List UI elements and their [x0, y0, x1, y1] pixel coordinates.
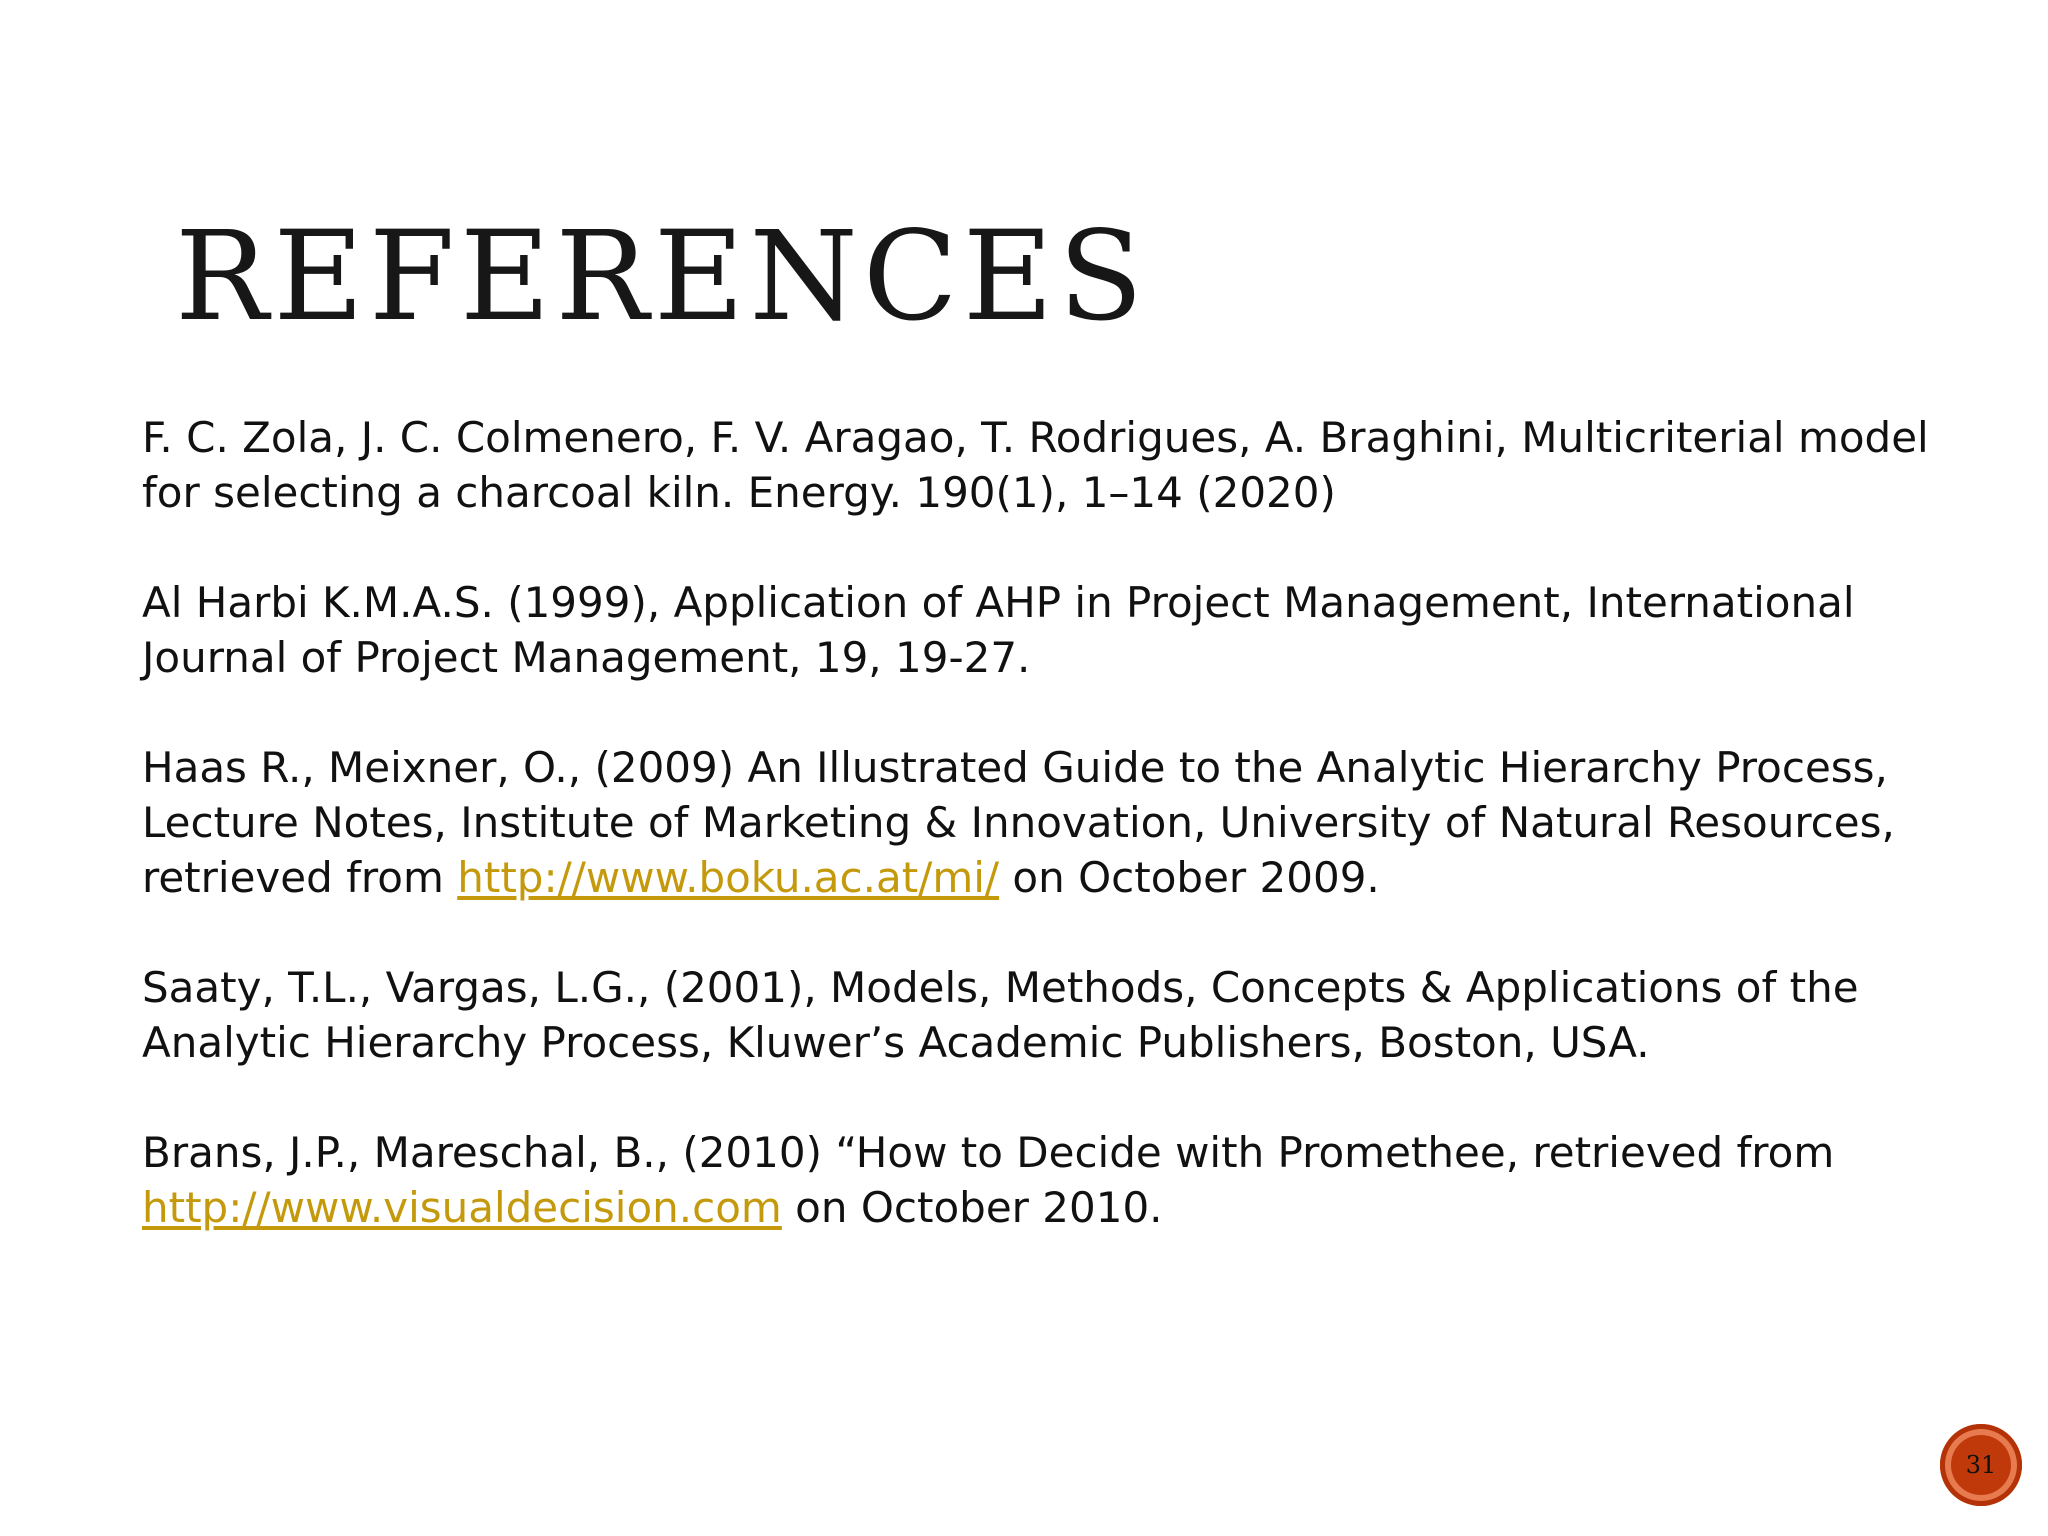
page-number: 31 [1965, 1451, 1997, 1479]
slide-title: REFERENCES [175, 205, 1149, 349]
reference-item [142, 410, 1942, 520]
reference-text: F. C. Zola, J. C. Colmenero, F. V. Aragao, T. Rodrigues, A. Braghini, Multicriterial model for selecting a charcoal kiln. Energy. 190(1), 1–14 (2020) [142, 413, 1929, 517]
reference-item [142, 1125, 1942, 1235]
reference-text: on October 2010. [781, 1183, 1163, 1232]
reference-text: Haas R., Meixner, O., (2009) An Illustrated Guide to the Analytic Hierarchy Process, Lecture Notes, Institute of Marketing & Innovation, University of Natural Resources, retrieved from [142, 743, 1895, 902]
reference-text: Brans, J.P., Mareschal, B., (2010) “How to Decide with Promethee, retrieved from [142, 1128, 1835, 1177]
reference-link-visualdecision[interactable]: http://www.visualdecision.com [142, 1183, 782, 1232]
reference-item [142, 960, 1942, 1070]
reference-item [142, 740, 1942, 905]
page-number-badge [1940, 1424, 2022, 1506]
reference-text: on October 2009. [999, 853, 1380, 902]
reference-text: Al Harbi K.M.A.S. (1999), Application of AHP in Project Management, International Journal of Project Management, 19, 19-27. [142, 578, 1855, 682]
reference-text: Saaty, T.L., Vargas, L.G., (2001), Models, Methods, Concepts & Applications of the Analytic Hierarchy Process, Kluwer’s Academic Publishers, Boston, USA. [142, 963, 1859, 1067]
reference-list [142, 410, 1942, 1290]
reference-link-boku[interactable]: http://www.boku.ac.at/mi/ [457, 853, 1000, 902]
reference-item [142, 575, 1942, 685]
